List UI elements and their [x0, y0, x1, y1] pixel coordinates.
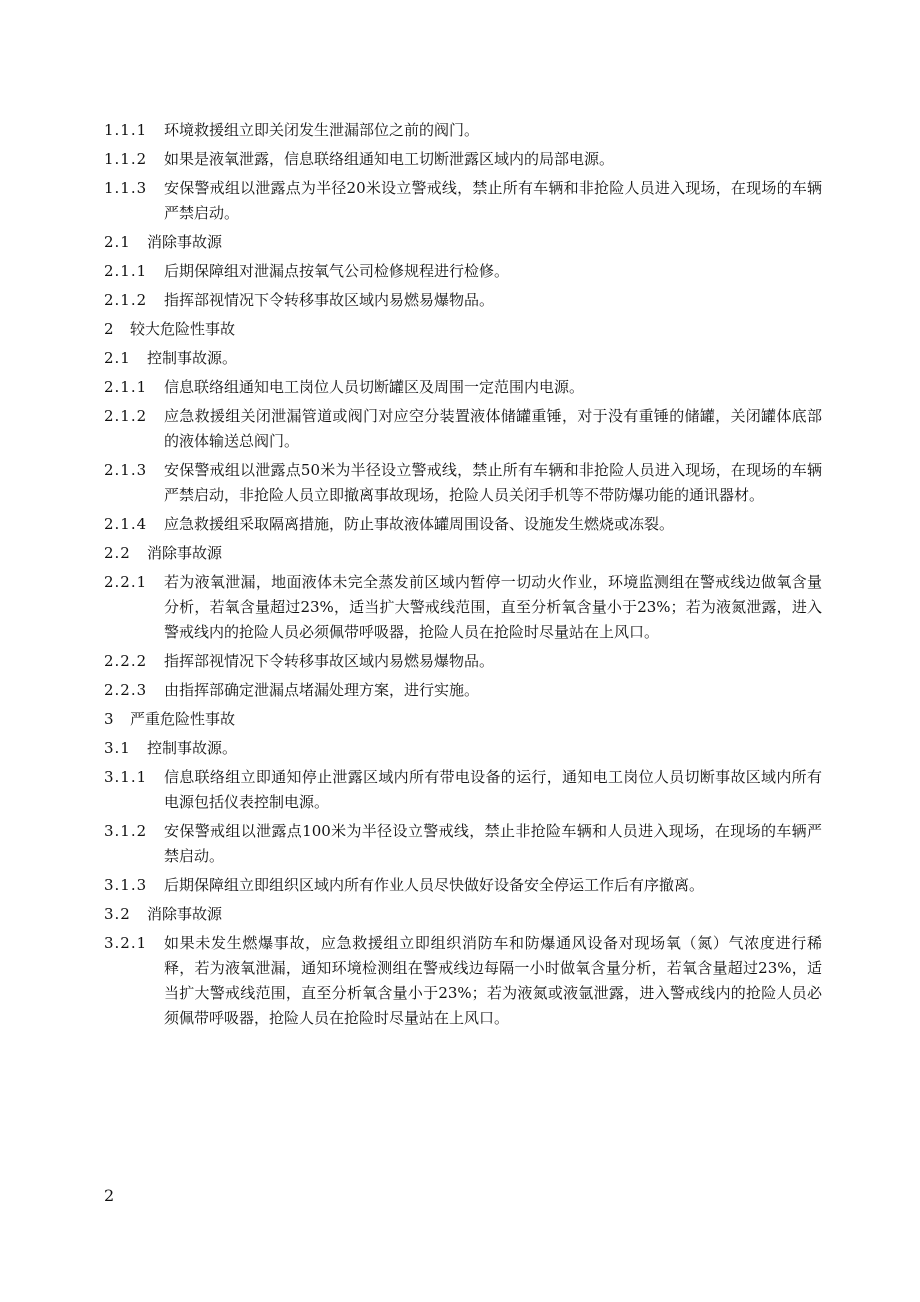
paragraph-text: 应急救援组关闭泄漏管道或阀门对应空分装置液体储罐重锤，对于没有重锤的储罐，关闭罐体底部的液体输送总阀门。: [164, 407, 822, 450]
paragraph-text: 信息联络组立即通知停止泄露区域内所有带电设备的运行，通知电工岗位人员切断事故区域内所有电源包括仪表控制电源。: [164, 768, 822, 811]
section-number: 2.1.1: [104, 262, 148, 280]
section-number: 2.1.2: [104, 407, 148, 425]
paragraph: [104, 512, 822, 537]
heading-text: 控制事故源。: [147, 739, 238, 757]
paragraph: [104, 288, 822, 313]
paragraph-text: 应急救援组采取隔离措施，防止事故液体罐周围设备、设施发生燃烧或冻裂。: [164, 515, 675, 533]
paragraph-text: 如果未发生燃爆事故，应急救援组立即组织消防车和防爆通风设备对现场氧（氮）气浓度进行稀释，若为液氧泄漏，通知环境检测组在警戒线边每隔一小时做氧含量分析，若氧含量超过23%，适当扩大警戒线范围，直至分析氧含量小于23%；若为液氮或液氩泄露，进入警戒线内的抢险人员必须佩带呼吸器，抢险人员在抢险时尽量站在上风口。: [164, 934, 822, 1027]
section-number: 3: [104, 710, 115, 728]
section-heading: [104, 230, 822, 255]
paragraph: [104, 458, 822, 508]
section-number: 2.1.2: [104, 291, 148, 309]
chapter-heading: [104, 707, 822, 732]
paragraph: [104, 375, 822, 400]
section-number: 1.1.3: [104, 179, 148, 197]
section-heading: [104, 736, 822, 761]
section-number: 2: [104, 320, 115, 338]
section-number: 2.1.1: [104, 378, 148, 396]
paragraph: [104, 570, 822, 645]
paragraph: [104, 873, 822, 898]
paragraph-text: 由指挥部确定泄漏点堵漏处理方案，进行实施。: [164, 681, 480, 699]
paragraph-text: 安保警戒组以泄露点50米为半径设立警戒线，禁止所有车辆和非抢险人员进入现场，在现场的车辆严禁启动，非抢险人员立即撤离事故现场，抢险人员关闭手机等不带防爆功能的通讯器材。: [164, 461, 822, 504]
paragraph-text: 若为液氧泄漏，地面液体未完全蒸发前区域内暂停一切动火作业，环境监测组在警戒线边做氧含量分析，若氧含量超过23%，适当扩大警戒线范围，直至分析氧含量小于23%；若为液氮泄露，进入警戒线内的抢险人员必须佩带呼吸器，抢险人员在抢险时尽量站在上风口。: [164, 573, 822, 641]
section-number: 3.2: [104, 905, 131, 923]
section-number: 3.1.2: [104, 822, 148, 840]
paragraph: [104, 819, 822, 869]
section-number: 3.2.1: [104, 934, 148, 952]
paragraph-text: 指挥部视情况下令转移事故区域内易燃易爆物品。: [164, 652, 495, 670]
section-heading: [104, 902, 822, 927]
paragraph-text: 安保警戒组以泄露点100米为半径设立警戒线，禁止非抢险车辆和人员进入现场，在现场的车辆严禁启动。: [164, 822, 822, 865]
paragraph: [104, 259, 822, 284]
paragraph: [104, 678, 822, 703]
paragraph: [104, 118, 822, 143]
paragraph: [104, 147, 822, 172]
section-number: 2.2.3: [104, 681, 148, 699]
section-number: 1.1.1: [104, 121, 148, 139]
heading-text: 控制事故源。: [147, 349, 238, 367]
heading-text: 消除事故源: [147, 233, 223, 251]
section-number: 2.1.4: [104, 515, 148, 533]
page-number: 2: [104, 1186, 115, 1205]
heading-text: 消除事故源: [147, 905, 223, 923]
section-heading: [104, 541, 822, 566]
paragraph-text: 后期保障组立即组织区域内所有作业人员尽快做好设备安全停运工作后有序撤离。: [164, 876, 705, 894]
section-number: 3.1.1: [104, 768, 148, 786]
section-heading: [104, 346, 822, 371]
section-number: 2.1: [104, 233, 131, 251]
heading-text: 较大危险性事故: [130, 320, 236, 338]
paragraph-text: 安保警戒组以泄露点为半径20米设立警戒线，禁止所有车辆和非抢险人员进入现场，在现场的车辆严禁启动。: [164, 179, 822, 222]
section-number: 1.1.2: [104, 150, 148, 168]
paragraph: [104, 404, 822, 454]
paragraph-text: 如果是液氧泄露，信息联络组通知电工切断泄露区域内的局部电源。: [164, 150, 615, 168]
chapter-heading: [104, 317, 822, 342]
paragraph: [104, 765, 822, 815]
section-number: 2.2.1: [104, 573, 148, 591]
section-number: 2.2.2: [104, 652, 148, 670]
heading-text: 严重危险性事故: [130, 710, 236, 728]
paragraph: [104, 649, 822, 674]
paragraph-text: 后期保障组对泄漏点按氧气公司检修规程进行检修。: [164, 262, 510, 280]
heading-text: 消除事故源: [147, 544, 223, 562]
paragraph-text: 环境救援组立即关闭发生泄漏部位之前的阀门。: [164, 121, 480, 139]
section-number: 2.1.3: [104, 461, 148, 479]
section-number: 3.1: [104, 739, 131, 757]
paragraph: [104, 931, 822, 1031]
section-number: 3.1.3: [104, 876, 148, 894]
document-body: [104, 118, 822, 1035]
paragraph: [104, 176, 822, 226]
paragraph-text: 信息联络组通知电工岗位人员切断罐区及周围一定范围内电源。: [164, 378, 585, 396]
paragraph-text: 指挥部视情况下令转移事故区域内易燃易爆物品。: [164, 291, 495, 309]
section-number: 2.2: [104, 544, 131, 562]
section-number: 2.1: [104, 349, 131, 367]
